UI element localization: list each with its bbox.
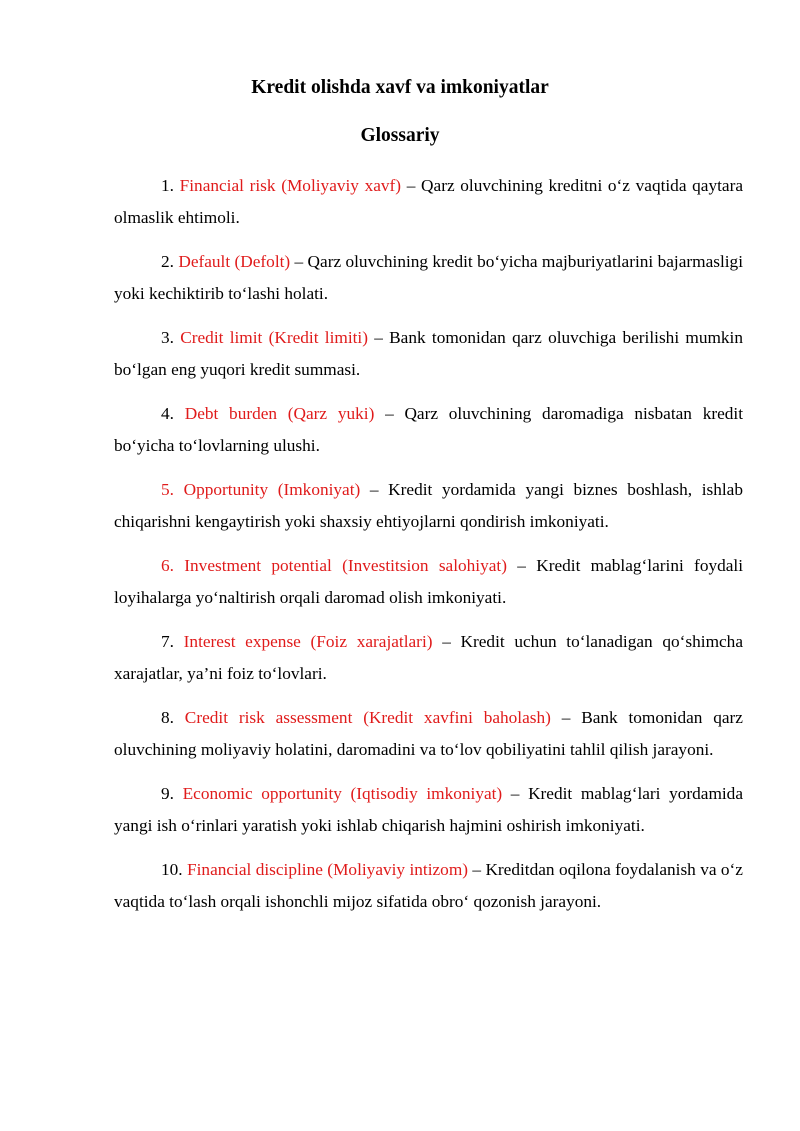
glossary-entry [114, 322, 743, 386]
glossary-term: Financial discipline (Moliyaviy intizom) [187, 860, 469, 879]
glossary-term: Opportunity (Imkoniyat) [183, 480, 361, 499]
glossary-definition: – Kredit uchun to‘lanadigan qo‘shimcha xarajatlar, ya’ni foiz to‘lovlari. [114, 632, 743, 683]
glossary-term: Credit risk assessment (Kredit xavfini baholash) [184, 708, 551, 727]
entry-number: 1. [161, 176, 174, 195]
glossary-term: Economic opportunity (Iqtisodiy imkoniyat) [182, 784, 503, 803]
document-subtitle: Glossariy [360, 125, 440, 146]
glossary-entry [114, 170, 743, 234]
entry-number: 3. [161, 328, 174, 347]
entry-number: 9. [161, 784, 174, 803]
glossary-term: Investment potential (Investitsion salohiyat) [184, 556, 507, 575]
glossary-definition: – Qarz oluvchining kreditni o‘z vaqtida qaytara olmaslik ehtimoli. [114, 176, 744, 227]
glossary-definition: – Bank tomonidan qarz oluvchiga berilishi mumkin bo‘lgan eng yuqori kredit summasi. [114, 328, 743, 379]
entry-number: 2. [161, 252, 174, 271]
glossary-entry [114, 246, 743, 310]
glossary-term: Financial risk (Moliyaviy xavf) [179, 176, 402, 195]
document-title: Kredit olishda xavf va imkoniyatlar [251, 77, 549, 98]
entry-number: 6. [161, 556, 174, 575]
entry-number: 7. [161, 632, 174, 651]
glossary-definition: – Qarz oluvchining daromadiga nisbatan kredit bo‘yicha to‘lovlarning ulushi. [114, 404, 743, 455]
entry-number: 4. [161, 404, 174, 423]
glossary-definition: – Kredit mablag‘lari yordamida yangi ish o‘rinlari yaratish yoki ishlab chiqarish hajmini oshirish imkoniyati. [114, 784, 743, 835]
glossary-definition: – Qarz oluvchining kredit bo‘yicha majburiyatlarini bajarmasligi yoki kechiktirib to‘lashi holati. [114, 252, 744, 303]
glossary-entry [114, 778, 743, 842]
glossary-definition: – Kredit yordamida yangi biznes boshlash, ishlab chiqarishni kengaytirish yoki shaxsiy ehtiyojlarni qondirish imkoniyati. [114, 480, 743, 531]
glossary-definition: – Kredit mablag‘larini foydali loyihalarga yo‘naltirish orqali daromad olish imkoniyati. [114, 556, 744, 607]
glossary-definition: – Kreditdan oqilona foydalanish va o‘z vaqtida to‘lash orqali ishonchli mijoz sifatida obro‘ qozonish jarayoni. [114, 860, 743, 911]
glossary-entry [114, 474, 743, 538]
entry-number: 8. [161, 708, 174, 727]
glossary-term: Credit limit (Kredit limiti) [180, 328, 368, 347]
glossary-definition: – Bank tomonidan qarz oluvchining moliyaviy holatini, daromadini va to‘lov qobiliyatini tahlil qilish jarayoni. [114, 708, 743, 759]
entry-number: 10. [161, 860, 183, 879]
glossary-entry [114, 398, 743, 462]
glossary-term: Interest expense (Foiz xarajatlari) [183, 632, 433, 651]
glossary-term: Default (Defolt) [178, 252, 291, 271]
glossary-entry [114, 626, 743, 690]
glossary-list [114, 170, 743, 918]
glossary-term: Debt burden (Qarz yuki) [184, 404, 375, 423]
glossary-entry [114, 702, 743, 766]
entry-number: 5. [161, 480, 174, 499]
glossary-entry [114, 550, 743, 614]
glossary-entry [114, 854, 743, 918]
